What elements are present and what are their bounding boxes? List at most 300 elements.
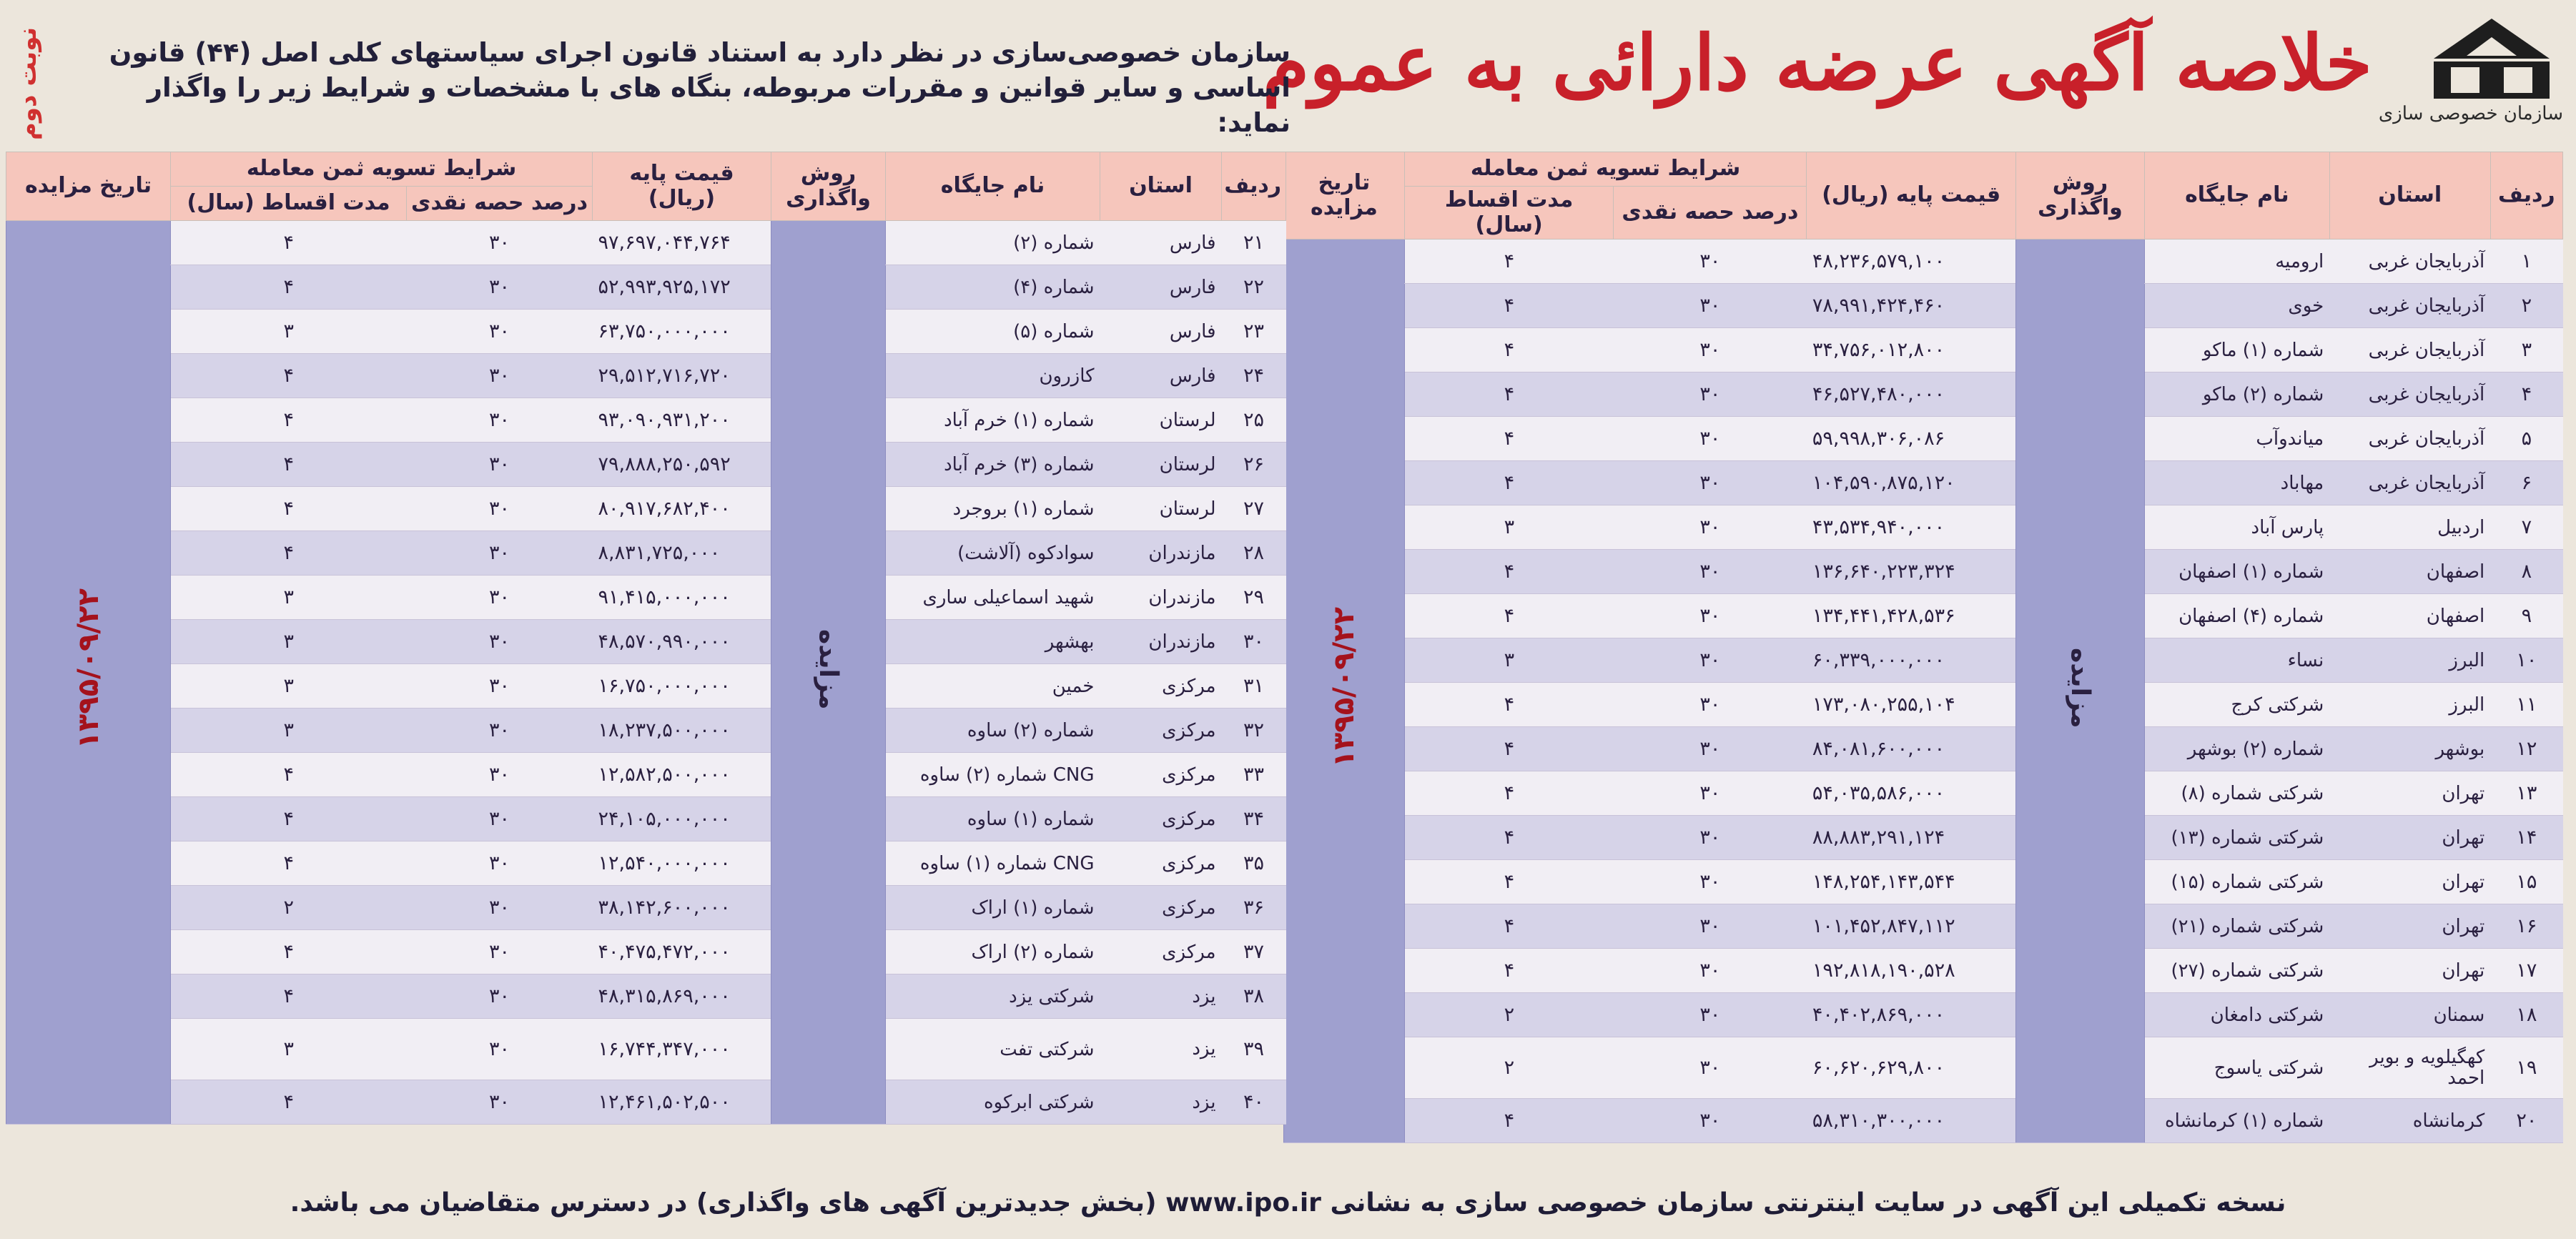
province-cell: فارس xyxy=(1100,265,1222,310)
cash-percent-cell: ۳۰ xyxy=(1614,372,1807,417)
base-price-cell: ۱۲,۴۶۱,۵۰۲,۵۰۰ xyxy=(593,1080,771,1125)
page-title: خلاصه آگهی عرضه دارائی به عموم xyxy=(1262,18,2372,107)
installments-cell: ۳ xyxy=(171,709,407,753)
table-row xyxy=(1284,949,2563,993)
province-cell: مرکزی xyxy=(1100,664,1222,709)
province-cell: البرز xyxy=(2329,683,2490,727)
row-number: ۲۶ xyxy=(1222,443,1286,487)
cash-percent-cell: ۳۰ xyxy=(1614,771,1807,816)
installments-cell: ۴ xyxy=(1404,1099,1614,1143)
cash-percent-cell: ۳۰ xyxy=(407,310,593,354)
row-number: ۳۲ xyxy=(1222,709,1286,753)
row-number: ۲۷ xyxy=(1222,487,1286,531)
base-price-cell: ۲۴,۱۰۵,۰۰۰,۰۰۰ xyxy=(593,797,771,841)
cash-percent-cell: ۳۰ xyxy=(407,576,593,620)
base-price-cell: ۷۹,۸۸۸,۲۵۰,۵۹۲ xyxy=(593,443,771,487)
province-cell: لرستان xyxy=(1100,487,1222,531)
installments-cell: ۳ xyxy=(171,1019,407,1080)
cash-percent-cell: ۳۰ xyxy=(407,886,593,930)
row-number: ۴۰ xyxy=(1222,1080,1286,1125)
auction-date-cell xyxy=(1284,240,1405,1143)
table-row xyxy=(6,443,1286,487)
place-name-cell: شماره (۲) بوشهر xyxy=(2144,727,2329,771)
base-price-cell: ۸۸,۸۸۳,۲۹۱,۱۲۴ xyxy=(1807,816,2016,860)
base-price-cell: ۱۰۴,۵۹۰,۸۷۵,۱۲۰ xyxy=(1807,461,2016,505)
base-price-cell: ۱۲,۵۸۲,۵۰۰,۰۰۰ xyxy=(593,753,771,797)
place-name-cell: شماره (۳) خرم آباد xyxy=(886,443,1100,487)
installments-cell: ۲ xyxy=(171,886,407,930)
table-row xyxy=(6,753,1286,797)
place-name-cell: شرکتی شماره (۱۳) xyxy=(2144,816,2329,860)
cash-percent-cell: ۳۰ xyxy=(1614,638,1807,683)
col-header-method: روش واگذاری xyxy=(2015,152,2144,240)
installments-cell: ۴ xyxy=(171,531,407,576)
installments-cell: ۴ xyxy=(171,797,407,841)
place-name-cell: خمین xyxy=(886,664,1100,709)
col-header-province: استان xyxy=(2329,152,2490,240)
table-row xyxy=(6,797,1286,841)
installments-cell: ۴ xyxy=(1404,683,1614,727)
cash-percent-cell: ۳۰ xyxy=(1614,993,1807,1037)
base-price-cell: ۵۲,۹۹۳,۹۲۵,۱۷۲ xyxy=(593,265,771,310)
cash-percent-cell: ۳۰ xyxy=(407,797,593,841)
cash-percent-cell: ۳۰ xyxy=(1614,417,1807,461)
place-name-cell: شماره (۱) اراک xyxy=(886,886,1100,930)
header xyxy=(0,0,2576,150)
row-number: ۲۵ xyxy=(1222,398,1286,443)
col-header-installments: مدت اقساط (سال) xyxy=(1404,187,1614,240)
row-number: ۱۵ xyxy=(2490,860,2562,904)
cash-percent-cell: ۳۰ xyxy=(407,443,593,487)
place-name-cell: شماره (۴) xyxy=(886,265,1100,310)
installments-cell: ۳ xyxy=(171,664,407,709)
place-name-cell: پارس آباد xyxy=(2144,505,2329,550)
row-number: ۱۸ xyxy=(2490,993,2562,1037)
place-name-cell: شماره (۲) اراک xyxy=(886,930,1100,974)
table-row xyxy=(1284,594,2563,638)
installments-cell: ۴ xyxy=(1404,727,1614,771)
installments-cell: ۴ xyxy=(171,487,407,531)
auction-date-cell xyxy=(6,221,171,1125)
installments-cell: ۴ xyxy=(171,1080,407,1125)
row-number: ۸ xyxy=(2490,550,2562,594)
base-price-cell: ۱۰۱,۴۵۲,۸۴۷,۱۱۲ xyxy=(1807,904,2016,949)
base-price-cell: ۸,۸۳۱,۷۲۵,۰۰۰ xyxy=(593,531,771,576)
cash-percent-cell: ۳۰ xyxy=(407,753,593,797)
base-price-cell: ۱۶,۷۵۰,۰۰۰,۰۰۰ xyxy=(593,664,771,709)
installments-cell: ۴ xyxy=(1404,860,1614,904)
row-number: ۳۴ xyxy=(1222,797,1286,841)
col-header-terms: شرایط تسویه ثمن معامله xyxy=(171,152,593,187)
province-cell: تهران xyxy=(2329,904,2490,949)
table-row xyxy=(1284,505,2563,550)
province-cell: مرکزی xyxy=(1100,753,1222,797)
table-row xyxy=(6,974,1286,1019)
place-name-cell: مهاباد xyxy=(2144,461,2329,505)
cash-percent-cell: ۳۰ xyxy=(407,531,593,576)
row-number: ۲۳ xyxy=(1222,310,1286,354)
cash-percent-cell: ۳۰ xyxy=(1614,816,1807,860)
province-cell: آذربایجان غربی xyxy=(2329,461,2490,505)
table-row xyxy=(6,221,1286,265)
installments-cell: ۳ xyxy=(1404,505,1614,550)
installments-cell: ۲ xyxy=(1404,1037,1614,1099)
row-number: ۲۹ xyxy=(1222,576,1286,620)
place-name-cell: CNG شماره (۱) ساوه xyxy=(886,841,1100,886)
row-number: ۷ xyxy=(2490,505,2562,550)
province-cell: البرز xyxy=(2329,638,2490,683)
province-cell: مازندران xyxy=(1100,576,1222,620)
base-price-cell: ۱۳۶,۶۴۰,۲۲۳,۳۲۴ xyxy=(1807,550,2016,594)
row-number: ۲۲ xyxy=(1222,265,1286,310)
cash-percent-cell: ۳۰ xyxy=(407,930,593,974)
place-name-cell: شماره (۲) ساوه xyxy=(886,709,1100,753)
table-row xyxy=(6,265,1286,310)
province-cell: یزد xyxy=(1100,1080,1222,1125)
installments-cell: ۳ xyxy=(171,576,407,620)
place-name-cell: شرکتی شماره (۱۵) xyxy=(2144,860,2329,904)
base-price-cell: ۹۷,۶۹۷,۰۴۴,۷۶۴ xyxy=(593,221,771,265)
installments-cell: ۴ xyxy=(171,930,407,974)
installments-cell: ۴ xyxy=(1404,417,1614,461)
province-cell: یزد xyxy=(1100,974,1222,1019)
method-cell xyxy=(771,221,886,1125)
province-cell: اردبیل xyxy=(2329,505,2490,550)
installments-cell: ۴ xyxy=(1404,816,1614,860)
installments-cell: ۴ xyxy=(1404,328,1614,372)
province-cell: تهران xyxy=(2329,949,2490,993)
assets-table-right xyxy=(1283,152,2563,1143)
base-price-cell: ۳۸,۱۴۲,۶۰۰,۰۰۰ xyxy=(593,886,771,930)
base-price-cell: ۶۰,۶۲۰,۶۲۹,۸۰۰ xyxy=(1807,1037,2016,1099)
installments-cell: ۴ xyxy=(1404,284,1614,328)
base-price-cell: ۴۸,۵۷۰,۹۹۰,۰۰۰ xyxy=(593,620,771,664)
installments-cell: ۴ xyxy=(171,354,407,398)
base-price-cell: ۱۷۳,۰۸۰,۲۵۵,۱۰۴ xyxy=(1807,683,2016,727)
col-header-place: نام جایگاه xyxy=(2144,152,2329,240)
cash-percent-cell: ۳۰ xyxy=(1614,683,1807,727)
row-number: ۳۸ xyxy=(1222,974,1286,1019)
base-price-cell: ۹۳,۰۹۰,۹۳۱,۲۰۰ xyxy=(593,398,771,443)
place-name-cell: سوادکوه (آلاشت) xyxy=(886,531,1100,576)
cash-percent-cell: ۳۰ xyxy=(407,974,593,1019)
cash-percent-cell: ۳۰ xyxy=(407,620,593,664)
row-number: ۱۴ xyxy=(2490,816,2562,860)
row-number: ۳۷ xyxy=(1222,930,1286,974)
table-row xyxy=(1284,461,2563,505)
place-name-cell: شماره (۲) xyxy=(886,221,1100,265)
place-name-cell: شماره (۲) ماکو xyxy=(2144,372,2329,417)
col-header-cash: درصد حصه نقدی xyxy=(1614,187,1807,240)
installments-cell: ۴ xyxy=(1404,949,1614,993)
row-number: ۹ xyxy=(2490,594,2562,638)
col-header-installments: مدت اقساط (سال) xyxy=(171,187,407,221)
organization-logo xyxy=(2378,16,2563,152)
place-name-cell: شماره (۴) اصفهان xyxy=(2144,594,2329,638)
cash-percent-cell: ۳۰ xyxy=(407,221,593,265)
row-number: ۳۶ xyxy=(1222,886,1286,930)
table-row xyxy=(1284,240,2563,284)
table-row xyxy=(1284,771,2563,816)
province-cell: فارس xyxy=(1100,310,1222,354)
province-cell: اصفهان xyxy=(2329,594,2490,638)
base-price-cell: ۵۴,۰۳۵,۵۸۶,۰۰۰ xyxy=(1807,771,2016,816)
place-name-cell: CNG شماره (۲) ساوه xyxy=(886,753,1100,797)
installments-cell: ۴ xyxy=(171,974,407,1019)
place-name-cell: شهید اسماعیلی ساری xyxy=(886,576,1100,620)
row-number: ۱ xyxy=(2490,240,2562,284)
cash-percent-cell: ۳۰ xyxy=(1614,594,1807,638)
cash-percent-cell: ۳۰ xyxy=(407,487,593,531)
province-cell: مرکزی xyxy=(1100,709,1222,753)
col-header-place: نام جایگاه xyxy=(886,152,1100,221)
place-name-cell: شرکتی شماره (۲۱) xyxy=(2144,904,2329,949)
cash-percent-cell: ۳۰ xyxy=(1614,505,1807,550)
row-number: ۴ xyxy=(2490,372,2562,417)
province-cell: مرکزی xyxy=(1100,930,1222,974)
method-label: مزایده xyxy=(814,628,844,710)
place-name-cell: شماره (۱) ساوه xyxy=(886,797,1100,841)
installments-cell: ۴ xyxy=(171,398,407,443)
table-row xyxy=(1284,417,2563,461)
place-name-cell: شماره (۱) ماکو xyxy=(2144,328,2329,372)
installments-cell: ۴ xyxy=(171,221,407,265)
table-row xyxy=(6,664,1286,709)
base-price-cell: ۴۰,۴۷۵,۴۷۲,۰۰۰ xyxy=(593,930,771,974)
col-header-row: ردیف xyxy=(2490,152,2562,240)
table-row xyxy=(1284,284,2563,328)
col-header-price: قیمت پایه (ریال) xyxy=(593,152,771,221)
province-cell: فارس xyxy=(1100,221,1222,265)
privatization-logo-icon xyxy=(2431,16,2552,102)
base-price-cell: ۶۰,۳۳۹,۰۰۰,۰۰۰ xyxy=(1807,638,2016,683)
cash-percent-cell: ۳۰ xyxy=(1614,860,1807,904)
place-name-cell: شماره (۱) اصفهان xyxy=(2144,550,2329,594)
place-name-cell: خوی xyxy=(2144,284,2329,328)
table-row xyxy=(6,841,1286,886)
place-name-cell: شماره (۱) بروجرد xyxy=(886,487,1100,531)
place-name-cell: شرکتی یزد xyxy=(886,974,1100,1019)
province-cell: مازندران xyxy=(1100,531,1222,576)
row-number: ۶ xyxy=(2490,461,2562,505)
base-price-cell: ۴۰,۴۰۲,۸۶۹,۰۰۰ xyxy=(1807,993,2016,1037)
installments-cell: ۴ xyxy=(1404,461,1614,505)
table-row xyxy=(6,531,1286,576)
cash-percent-cell: ۳۰ xyxy=(1614,904,1807,949)
province-cell: بوشهر xyxy=(2329,727,2490,771)
place-name-cell: شماره (۱) خرم آباد xyxy=(886,398,1100,443)
installments-cell: ۴ xyxy=(1404,904,1614,949)
row-number: ۲۴ xyxy=(1222,354,1286,398)
auction-date-label: ۱۳۹۵/۰۹/۲۲ xyxy=(71,588,105,749)
base-price-cell: ۴۳,۵۳۴,۹۴۰,۰۰۰ xyxy=(1807,505,2016,550)
cash-percent-cell: ۳۰ xyxy=(407,265,593,310)
table-row xyxy=(6,398,1286,443)
base-price-cell: ۹۱,۴۱۵,۰۰۰,۰۰۰ xyxy=(593,576,771,620)
base-price-cell: ۱۶,۷۴۴,۳۴۷,۰۰۰ xyxy=(593,1019,771,1080)
table-row xyxy=(1284,1099,2563,1143)
province-cell: تهران xyxy=(2329,771,2490,816)
cash-percent-cell: ۳۰ xyxy=(1614,1037,1807,1099)
col-header-row: ردیف xyxy=(1222,152,1286,221)
table-row xyxy=(6,354,1286,398)
province-cell: آذربایجان غربی xyxy=(2329,328,2490,372)
table-row xyxy=(6,576,1286,620)
place-name-cell: نساء xyxy=(2144,638,2329,683)
province-cell: مرکزی xyxy=(1100,841,1222,886)
base-price-cell: ۱۲,۵۴۰,۰۰۰,۰۰۰ xyxy=(593,841,771,886)
table-row xyxy=(1284,816,2563,860)
province-cell: تهران xyxy=(2329,860,2490,904)
province-cell: لرستان xyxy=(1100,398,1222,443)
installments-cell: ۴ xyxy=(171,265,407,310)
base-price-cell: ۸۰,۹۱۷,۶۸۲,۴۰۰ xyxy=(593,487,771,531)
place-name-cell: شرکتی شماره (۲۷) xyxy=(2144,949,2329,993)
base-price-cell: ۱۳۴,۴۴۱,۴۲۸,۵۳۶ xyxy=(1807,594,2016,638)
place-name-cell: شماره (۵) xyxy=(886,310,1100,354)
province-cell: مرکزی xyxy=(1100,886,1222,930)
table-row xyxy=(6,709,1286,753)
row-number: ۱۹ xyxy=(2490,1037,2562,1099)
row-number: ۲۸ xyxy=(1222,531,1286,576)
place-name-cell: شرکتی تفت xyxy=(886,1019,1100,1080)
province-cell: سمنان xyxy=(2329,993,2490,1037)
col-header-province: استان xyxy=(1100,152,1222,221)
footer-note: نسخه تکمیلی این آگهی در سایت اینترنتی سازمان خصوصی سازی به نشانی www.ipo.ir (بخش جدیدترین آگهی های واگذاری) در دسترس متقاضیان می باشد. xyxy=(290,1188,2286,1218)
base-price-cell: ۵۸,۳۱۰,۳۰۰,۰۰۰ xyxy=(1807,1099,2016,1143)
row-number: ۱۲ xyxy=(2490,727,2562,771)
cash-percent-cell: ۳۰ xyxy=(1614,240,1807,284)
place-name-cell: شماره (۱) کرمانشاه xyxy=(2144,1099,2329,1143)
province-cell: آذربایجان غربی xyxy=(2329,372,2490,417)
province-cell: مرکزی xyxy=(1100,797,1222,841)
installments-cell: ۴ xyxy=(1404,240,1614,284)
table-row xyxy=(6,1080,1286,1125)
row-number: ۳۵ xyxy=(1222,841,1286,886)
table-row xyxy=(1284,683,2563,727)
cash-percent-cell: ۳۰ xyxy=(1614,328,1807,372)
base-price-cell: ۶۳,۷۵۰,۰۰۰,۰۰۰ xyxy=(593,310,771,354)
base-price-cell: ۱۹۲,۸۱۸,۱۹۰,۵۲۸ xyxy=(1807,949,2016,993)
place-name-cell: شرکتی دامغان xyxy=(2144,993,2329,1037)
table-row xyxy=(1284,993,2563,1037)
row-number: ۱۶ xyxy=(2490,904,2562,949)
place-name-cell: شرکتی یاسوج xyxy=(2144,1037,2329,1099)
base-price-cell: ۵۹,۹۹۸,۳۰۶,۰۸۶ xyxy=(1807,417,2016,461)
row-number: ۱۰ xyxy=(2490,638,2562,683)
installments-cell: ۴ xyxy=(1404,771,1614,816)
cash-percent-cell: ۳۰ xyxy=(407,664,593,709)
province-cell: کهگیلویه و بویر احمد xyxy=(2329,1037,2490,1099)
installments-cell: ۲ xyxy=(1404,993,1614,1037)
table-row xyxy=(6,886,1286,930)
row-number: ۱۳ xyxy=(2490,771,2562,816)
province-cell: آذربایجان غربی xyxy=(2329,240,2490,284)
base-price-cell: ۸۴,۰۸۱,۶۰۰,۰۰۰ xyxy=(1807,727,2016,771)
base-price-cell: ۳۴,۷۵۶,۰۱۲,۸۰۰ xyxy=(1807,328,2016,372)
base-price-cell: ۴۸,۲۳۶,۵۷۹,۱۰۰ xyxy=(1807,240,2016,284)
col-header-date: تاریخ مزایده xyxy=(1284,152,1405,240)
place-name-cell: شرکتی ابرکوه xyxy=(886,1080,1100,1125)
installments-cell: ۴ xyxy=(171,443,407,487)
installments-cell: ۴ xyxy=(171,753,407,797)
row-number: ۱۱ xyxy=(2490,683,2562,727)
row-number: ۲ xyxy=(2490,284,2562,328)
cash-percent-cell: ۳۰ xyxy=(1614,284,1807,328)
table-row xyxy=(1284,1037,2563,1099)
base-price-cell: ۴۸,۳۱۵,۸۶۹,۰۰۰ xyxy=(593,974,771,1019)
installments-cell: ۴ xyxy=(1404,594,1614,638)
cash-percent-cell: ۳۰ xyxy=(407,841,593,886)
cash-percent-cell: ۳۰ xyxy=(407,398,593,443)
row-number: ۲۰ xyxy=(2490,1099,2562,1143)
col-header-terms: شرایط تسویه ثمن معامله xyxy=(1404,152,1807,187)
col-header-cash: درصد حصه نقدی xyxy=(407,187,593,221)
cash-percent-cell: ۳۰ xyxy=(407,709,593,753)
installments-cell: ۴ xyxy=(1404,550,1614,594)
cash-percent-cell: ۳۰ xyxy=(1614,550,1807,594)
province-cell: اصفهان xyxy=(2329,550,2490,594)
province-cell: کرمانشاه xyxy=(2329,1099,2490,1143)
base-price-cell: ۱۴۸,۲۵۴,۱۴۳,۵۴۴ xyxy=(1807,860,2016,904)
row-number: ۳۳ xyxy=(1222,753,1286,797)
base-price-cell: ۴۶,۵۲۷,۴۸۰,۰۰۰ xyxy=(1807,372,2016,417)
cash-percent-cell: ۳۰ xyxy=(1614,461,1807,505)
place-name-cell: ارومیه xyxy=(2144,240,2329,284)
table-row xyxy=(6,310,1286,354)
row-number: ۱۷ xyxy=(2490,949,2562,993)
cash-percent-cell: ۳۰ xyxy=(407,1080,593,1125)
publication-round-stamp: نوبت دوم xyxy=(14,26,42,141)
table-row xyxy=(1284,904,2563,949)
table-row xyxy=(1284,860,2563,904)
method-cell xyxy=(2015,240,2144,1143)
row-number: ۳۱ xyxy=(1222,664,1286,709)
province-cell: لرستان xyxy=(1100,443,1222,487)
installments-cell: ۴ xyxy=(171,841,407,886)
table-row xyxy=(6,930,1286,974)
col-header-price: قیمت پایه (ریال) xyxy=(1807,152,2016,240)
logo-caption: سازمان خصوصی سازی xyxy=(2378,103,2563,124)
province-cell: فارس xyxy=(1100,354,1222,398)
installments-cell: ۳ xyxy=(171,310,407,354)
table-row xyxy=(1284,372,2563,417)
place-name-cell: شرکتی کرج xyxy=(2144,683,2329,727)
province-cell: آذربایجان غربی xyxy=(2329,284,2490,328)
row-number: ۵ xyxy=(2490,417,2562,461)
col-header-date: تاریخ مزایده xyxy=(6,152,171,221)
table-row xyxy=(1284,550,2563,594)
method-label: مزایده xyxy=(2065,647,2095,729)
installments-cell: ۳ xyxy=(171,620,407,664)
base-price-cell: ۱۸,۲۳۷,۵۰۰,۰۰۰ xyxy=(593,709,771,753)
base-price-cell: ۷۸,۹۹۱,۴۲۴,۴۶۰ xyxy=(1807,284,2016,328)
table-row xyxy=(1284,727,2563,771)
place-name-cell: شرکتی شماره (۸) xyxy=(2144,771,2329,816)
cash-percent-cell: ۳۰ xyxy=(1614,949,1807,993)
assets-table-left xyxy=(6,152,1286,1125)
row-number: ۳۰ xyxy=(1222,620,1286,664)
row-number: ۳ xyxy=(2490,328,2562,372)
cash-percent-cell: ۳۰ xyxy=(407,1019,593,1080)
province-cell: تهران xyxy=(2329,816,2490,860)
province-cell: مازندران xyxy=(1100,620,1222,664)
place-name-cell: بهشهر xyxy=(886,620,1100,664)
province-cell: یزد xyxy=(1100,1019,1222,1080)
table-row xyxy=(6,1019,1286,1080)
intro-text: سازمان خصوصی‌سازی در نظر دارد به استناد قانون اجرای سیاستهای کلی اصل (۴۴) قانون اساسی و سایر قوانین و مقررات مربوطه، بنگاه های با مشخصات و شرایط زیر را واگذار نماید: xyxy=(109,37,1291,138)
place-name-cell: میاندوآب xyxy=(2144,417,2329,461)
